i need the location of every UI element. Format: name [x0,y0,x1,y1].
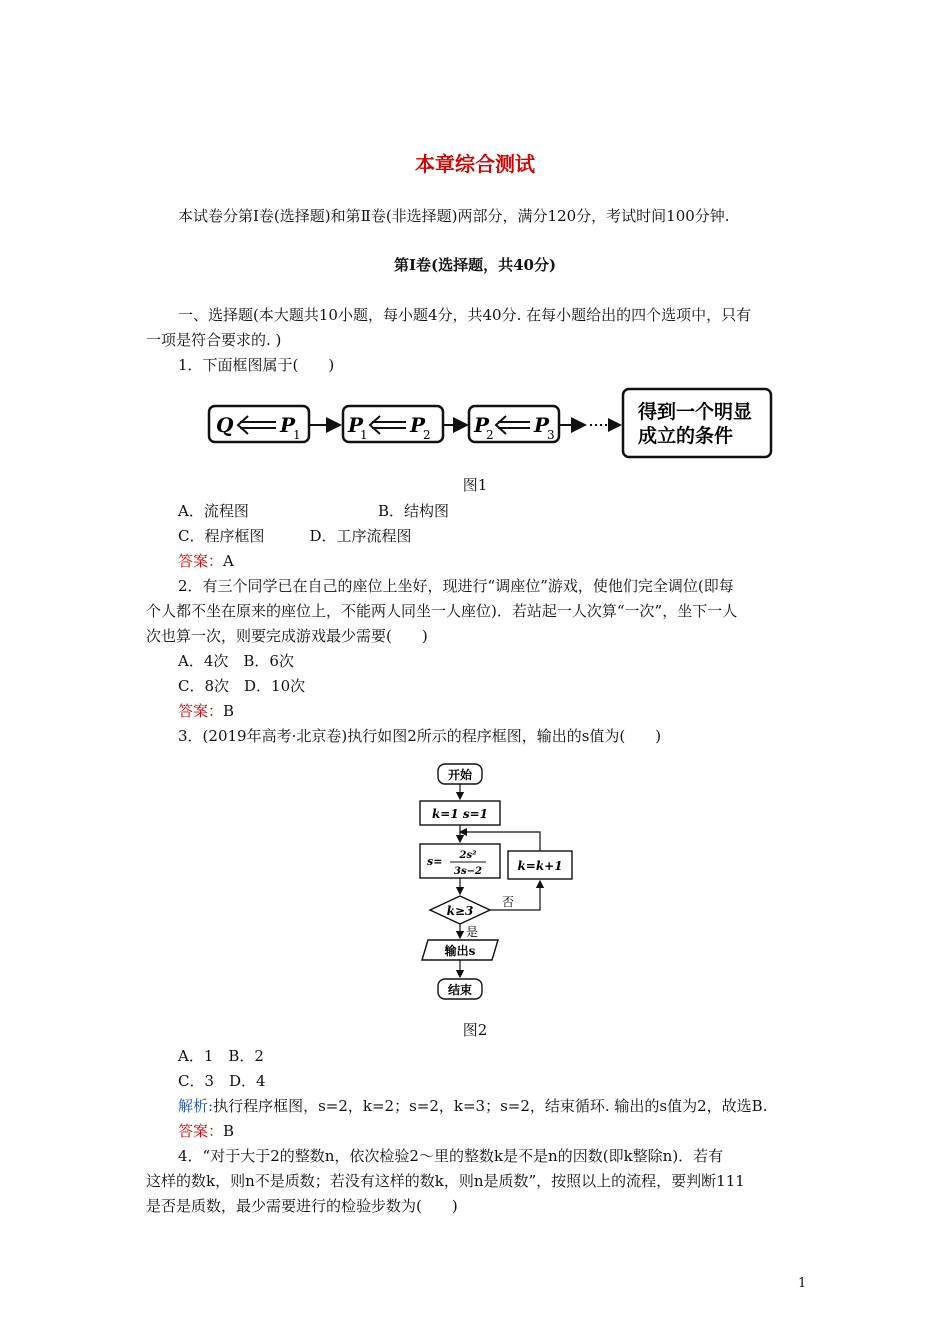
section-heading: 第Ⅰ卷(选择题，共40分) [393,256,557,274]
fig1-box1-q: Q [216,413,234,437]
fig1-box1-p: P [280,413,296,437]
q1-option-b: B．结构图 [378,502,450,520]
flow-end-label: 结束 [447,983,473,997]
q1-stem: 1．下面框图属于( ) [178,356,335,374]
answer-label: 答案： [178,552,224,570]
flow-yes-label: 是 [466,925,479,939]
flow-condition-label: k≥3 [446,904,474,918]
answer-label: 答案： [178,1122,224,1140]
intro-text: 本试卷分第Ⅰ卷(选择题)和第Ⅱ卷(非选择题)两部分，满分120分，考试时间100分钟. [178,207,730,225]
q2-answer [178,699,234,724]
figure-2-caption: 图2 [462,1021,488,1039]
part1-line2: 一项是符合要求的. ) [146,331,282,349]
answer-value: A [223,552,234,570]
analysis-text: 执行程序框图，s=2，k=2；s=2，k=3；s=2，结束循环. 输出的s值为2，故选B. [213,1097,768,1115]
flow-assign-lhs: s= [427,855,443,868]
flow-init-label: k=1 s=1 [431,807,489,821]
q1-option-a: A．流程图 [178,502,249,520]
flow-no-label: 否 [502,895,515,909]
figure-1-caption: 图1 [462,476,488,494]
flow-assign-num: 2s² [459,850,477,861]
flow-start-label: 开始 [447,768,473,782]
q4-line3: 是否是质数，最少需要进行的检验步数为( ) [146,1197,458,1215]
q3-options-cd: C．3 D．4 [178,1072,266,1090]
analysis-label: 解析: [178,1097,214,1115]
fig1-box2-p1: P [348,413,364,437]
page-title: 本章综合测试 [415,152,535,176]
q2-line3: 次也算一次，则要完成游戏最少需要( ) [146,627,428,645]
figure-1-flow [200,384,780,464]
fig1-box3-p1: P [474,413,490,437]
flow-output-label: 输出s [444,944,476,958]
q1-options-cd: C．程序框图 D．工序流程图 [178,527,412,545]
q3-stem: 3．(2019年高考·北京卷)执行如图2所示的程序框图，输出的s值为( ) [178,727,662,745]
fig1-box3-p2: P [534,413,550,437]
q2-line1: 2．有三个同学已在自己的座位上坐好，现进行“调座位”游戏，使他们完全调位(即每 [178,577,734,595]
fig1-box2-sub1: 1 [360,428,368,442]
answer-value: B [223,1122,235,1140]
page-number: 1 [798,1276,807,1291]
answer-value: B [223,702,235,720]
fig1-box1-sub: 1 [293,428,301,442]
figure-2-flowchart [410,758,590,1008]
q1-answer [178,549,234,574]
q2-line2: 个人都不坐在原来的座位上，不能两人同坐一人座位)．若站起一人次算“一次”，坐下一人 [146,602,738,620]
answer-label: 答案： [178,702,224,720]
part1-line1: 一、选择题(本大题共10小题，每小题4分，共40分. 在每小题给出的四个选项中，只有 [178,306,752,324]
flow-assign-den: 3s−2 [454,866,482,877]
q3-answer [178,1119,234,1144]
flow-increment-label: k=k+1 [517,859,563,873]
q4-line1: 4．“对于大于2的整数n，依次检验2～里的整数k是不是n的因数(即k整除n)．若有 [178,1147,724,1165]
fig1-box3-sub2: 3 [547,428,555,442]
q2-options-ab: A．4次 B．6次 [178,652,294,670]
fig1-box3-sub1: 2 [486,428,494,442]
q2-options-cd: C．8次 D．10次 [178,677,306,695]
q3-analysis [178,1094,767,1119]
q3-options-ab: A．1 B．2 [178,1047,264,1065]
fig1-box2-sub2: 2 [423,428,431,442]
q4-line2: 这样的数k，则n不是质数；若没有这样的数k，则n是质数”，按照以上的流程，要判断111 [146,1172,745,1190]
fig1-box4-line2: 成立的条件 [638,425,734,447]
fig1-box4-line1: 得到一个明显 [638,401,753,423]
fig1-box2-p2: P [410,413,426,437]
